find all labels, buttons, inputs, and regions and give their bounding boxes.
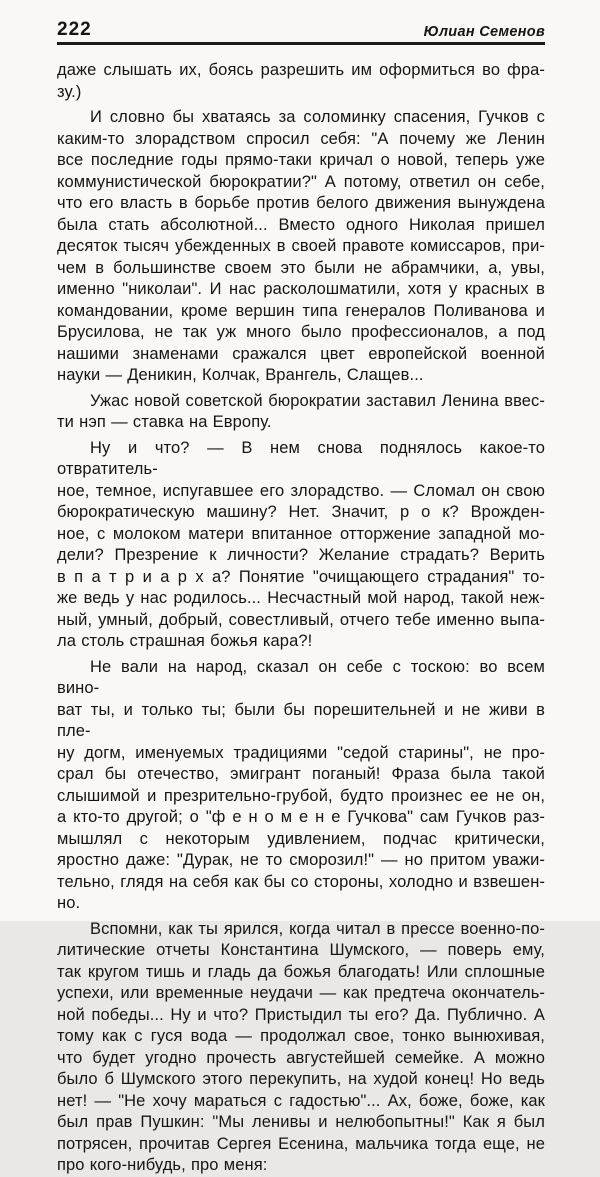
text-line: коммунистической бюрократии?" А потому, ответил он себе, [57,172,545,191]
text-line: но. [57,894,81,912]
text-line: ное, с молоком матери впитанное отторжение западной мо- [57,524,545,543]
text-line: ти нэп — ставка на Европу. [57,413,272,431]
text-line: науки — Деникин, Колчак, Врангель, Слащев... [57,366,424,384]
text-line: все последние годы прямо-таки кричал о новой, теперь уже [57,151,545,169]
text-line: Не вали на народ, сказал он себе с тоскою: во всем вино- [57,657,545,697]
paragraph [57,391,545,434]
text-line: ной победы... Ну и что? Пристыдил ты его? Да. Публично. А [57,1005,545,1024]
text-line: ный, умный, добрый, совестливый, отчего тебе именно выпа- [57,610,545,629]
text-line: Ну и что? — В нем снова поднялось какое-то отвратитель- [57,438,545,478]
text-line: а кто-то другой; о "ф е н о м е н е Гучкова" сам Гучков раз- [57,808,545,826]
paragraph [57,60,545,103]
text-line: десяток тысяч убежденных в своей правоте комиссаров, при- [57,237,545,255]
text-line: потрясен, прочитав Сергея Есенина, мальчика тогда еще, не [57,1134,545,1153]
text-line: ла столь страшная божья кара?! [57,632,313,650]
text-line: командовании, кроме вершин типа генералов Поливанова и [57,301,545,320]
text-line: зу.) [57,82,82,101]
paragraph [57,919,545,1177]
text-line: так кругом тишь и гладь да божья благодать! Или сплошные [57,962,545,981]
running-head [57,20,545,45]
text-line: тому как с гуся вода — продолжал свое, тонко вынюхивая, [57,1027,545,1045]
text-line: каким-то злорадством спросил себя: "А почему же Ленин [57,129,545,148]
text-line: чем в большинстве своем это были не абрамчики, а, увы, [57,258,545,277]
text-line: именно "николаи". И нас расколошматили, хотя у красных в [57,280,545,298]
text-line: что его власть в борьбе против белого движения вынуждена [57,194,545,212]
text-line: ват ты, и только ты; были бы порешительней и не живи в пле- [57,700,545,740]
text-line: яростно даже: "Дурак, не то сморозил!" — но притом уважи- [57,851,545,869]
paragraph [57,657,545,915]
text-line: успехи, или временные неудачи — как предтеча окончатель- [57,984,545,1002]
paragraph [57,438,545,653]
text-line: же ведь у нас родилось... Несчастный мой народ, такой неж- [57,589,545,607]
running-head-author: Юлиан Семенов [423,23,545,40]
text-line: слышимой и презрительно-грубой, будто произнес ее не он, [57,786,545,805]
text-line: ное, темное, испугавшее его злорадство. — Сломал он свою [57,481,545,500]
text-line: нашими знаменами сражался цвет европейской военной [57,344,545,363]
text-line: даже слышать их, боясь разрешить им оформиться во фра- [57,61,545,79]
text-line: тельно, глядя на себя как бы со стороны, холодно и взвешен- [57,872,545,891]
text-line: И словно бы хватаясь за соломинку спасения, Гучков с [90,108,545,126]
text-line: ну догм, именуемых традициями "седой старины", не про- [57,743,545,762]
text-line: Вспомни, как ты ярился, когда читал в прессе военно-по- [90,919,545,938]
paragraph [57,107,545,387]
text-line: бюрократическую машину? Нет. Значит, р о к? Врожден- [57,503,545,521]
page-body [57,60,545,1177]
text-line: было б Шумского этого перекупить, на худой конец! Но ведь [57,1070,545,1088]
page-number: 222 [57,19,92,40]
text-line: была стать абсолютной... Вместо одного Николая пришел [57,215,545,234]
text-line: мышлял с некоторым удивлением, подчас критически, [57,829,545,848]
text-line: дели? Презрение к личности? Желание страдать? Верить [57,546,545,564]
text-line: срал бы отечество, эмигрант поганый! Фраза была такой [57,765,545,783]
text-line: в п а т р и а р х а? Понятие "очищающего страдания" то- [57,567,545,586]
text-line: литические отчеты Константина Шумского, — поверь ему, [57,941,545,959]
text-line: был прав Пушкин: "Мы ленивы и нелюбопытны!" Как я был [57,1113,545,1131]
text-line: Ужас новой советской бюрократии заставил Ленина ввес- [90,391,545,410]
text-line: нет! — "Не хочу мараться с гадостью"... Ах, боже, боже, как [57,1091,545,1110]
text-line: про кого-нибудь, про меня: [57,1156,268,1174]
text-line: Брусилова, не так уж много было профессионалов, а под [57,323,545,341]
text-line: что будет угодно прочесть августейшей семейке. А можно [57,1048,545,1067]
